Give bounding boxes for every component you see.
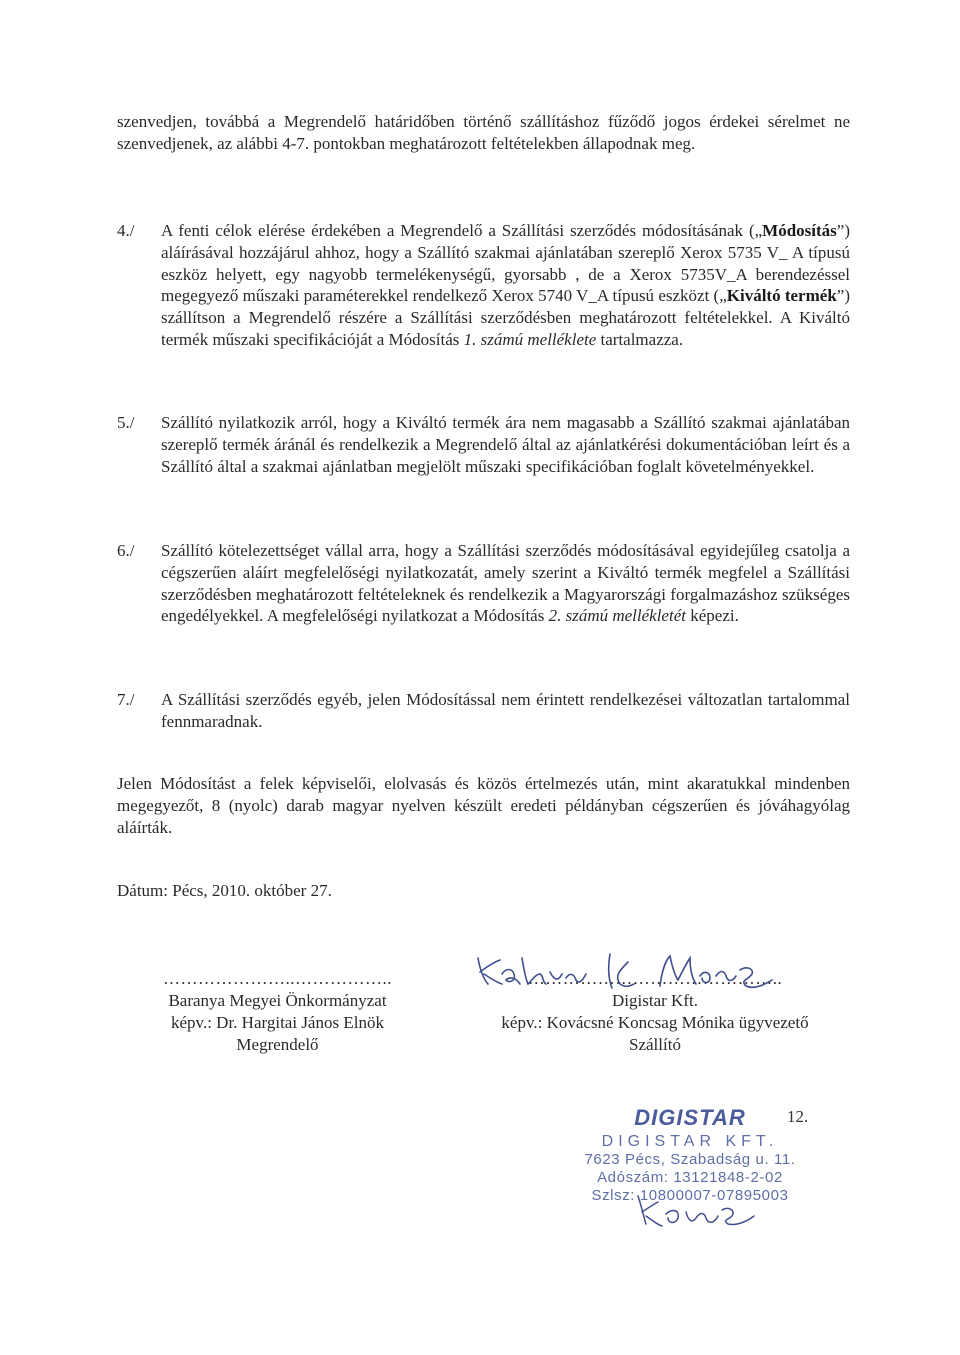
signatory-rep: képv.: Dr. Hargitai János Elnök [171,1013,384,1032]
item-7-text: A Szállítási szerződés egyéb, jelen Módosítással nem érintett rendelkezései változatlan tartalommal fennmaradnak. [161,690,850,731]
date-line: Dátum: Pécs, 2010. október 27. [117,881,332,900]
page-number: 12. [787,1107,809,1126]
item-5-text: Szállító nyilatkozik arról, hogy a Kiváltó termék ára nem magasabb a Szállító szakmai ajánlatában szereplő termék áránál és rendelkezik a Megrendelő által az ajánlatkérési dokumentációban leírt és a Szállító által a szakmai ajánlatban megjelölt műszaki specifikációban foglalt követelményekkel. [161,413,850,476]
item-6-text: Szállító kötelezettséget vállal arra, hogy a Szállítási szerződés módosításával egyidejűleg csatolja a cégszerűen aláírt megfelelőségi nyilatkozatát, amely szerint a Kiváltó termék megfelel a Szállítási szerződésben meghatározott feltételeknek és rendelkezik a Magyarországi forgalmazáshoz szükséges engedélyekkel. A megfelelőségi nyilatkozat a Módosítás 2. számú mellékletét képezi. [161,541,850,626]
item-number: 7./ [117,690,135,709]
intro-text: szenvedjen, továbbá a Megrendelő határidőben történő szállításhoz fűződő jogos érdekei sérelmet ne szenvedjenek, az alábbi 4-7. pontokban meghatározott feltételekben állapodnak meg. [117,112,850,153]
item-4-text: A fenti célok elérése érdekében a Megrendelő a Szállítási szerződés módosításának („Módosítás”) aláírásával hozzájárul ahhoz, hogy a Szállító szakmai ajánlatában szereplő Xerox 5735 V_ A típusú eszköz helyett, egy nagyobb termelékenységű, gyorsabb , de a Xerox 5735V_A berendezéssel megegyező műszaki paraméterekkel rendelkező Xerox 5740 V_A típusú eszközt („Kiváltó termék”) szállítson a Megrendelő részére a Szállítási szerződésben meghatározott feltételekkel. A Kiváltó termék műszaki specifikációját a Módosítás 1. számú melléklete tartalmazza. [161,221,850,349]
signatory-org: Digistar Kft. [612,991,698,1010]
stamp-address: 7623 Pécs, Szabadság u. 11. [584,1151,796,1168]
item-6 [117,540,850,627]
item-number: 6./ [117,541,135,560]
item-5 [117,412,850,477]
closing-text: Jelen Módosítást a felek képviselői, elolvasás és közös értelmezés után, mint akaratukkal mindenben megegyezőt, 8 (nyolc) darab magyar nyelven készült eredeti példányban cégszerűen és jóváhagyólag aláírták. [117,774,850,837]
stamp-account-number: Szlsz: 10800007-07895003 [591,1187,789,1204]
signature-line: …………………..…………….. [163,969,392,988]
annex-reference: 1. számú melléklete [463,329,597,349]
stamp-company-name: DIGISTAR KFT. [601,1133,779,1150]
closing-paragraph [117,773,850,838]
item-number: 4./ [117,221,135,240]
signatory-rep: képv.: Kovácsné Koncsag Mónika ügyvezető [501,1013,809,1032]
intro-paragraph [117,111,850,155]
signatory-role: Szállító [629,1035,681,1054]
annex-reference: 2. számú mellékletét [548,606,686,626]
signatory-role: Megrendelő [236,1035,319,1054]
item-4 [117,220,850,351]
bold-term: Módosítás [762,221,837,240]
stamp-signature [632,1190,762,1230]
signature-block-left [140,968,415,1056]
handwritten-signature [470,940,780,995]
bold-term: Kiváltó termék [726,286,837,306]
item-7 [117,689,850,733]
signatory-org: Baranya Megyei Önkormányzat [168,991,387,1010]
signature-line: …………………………………….. [527,969,783,988]
item-number: 5./ [117,413,135,432]
stamp-tax-number: Adószám: 13121848-2-02 [597,1169,783,1186]
stamp-logo: DIGISTAR [634,1105,746,1130]
